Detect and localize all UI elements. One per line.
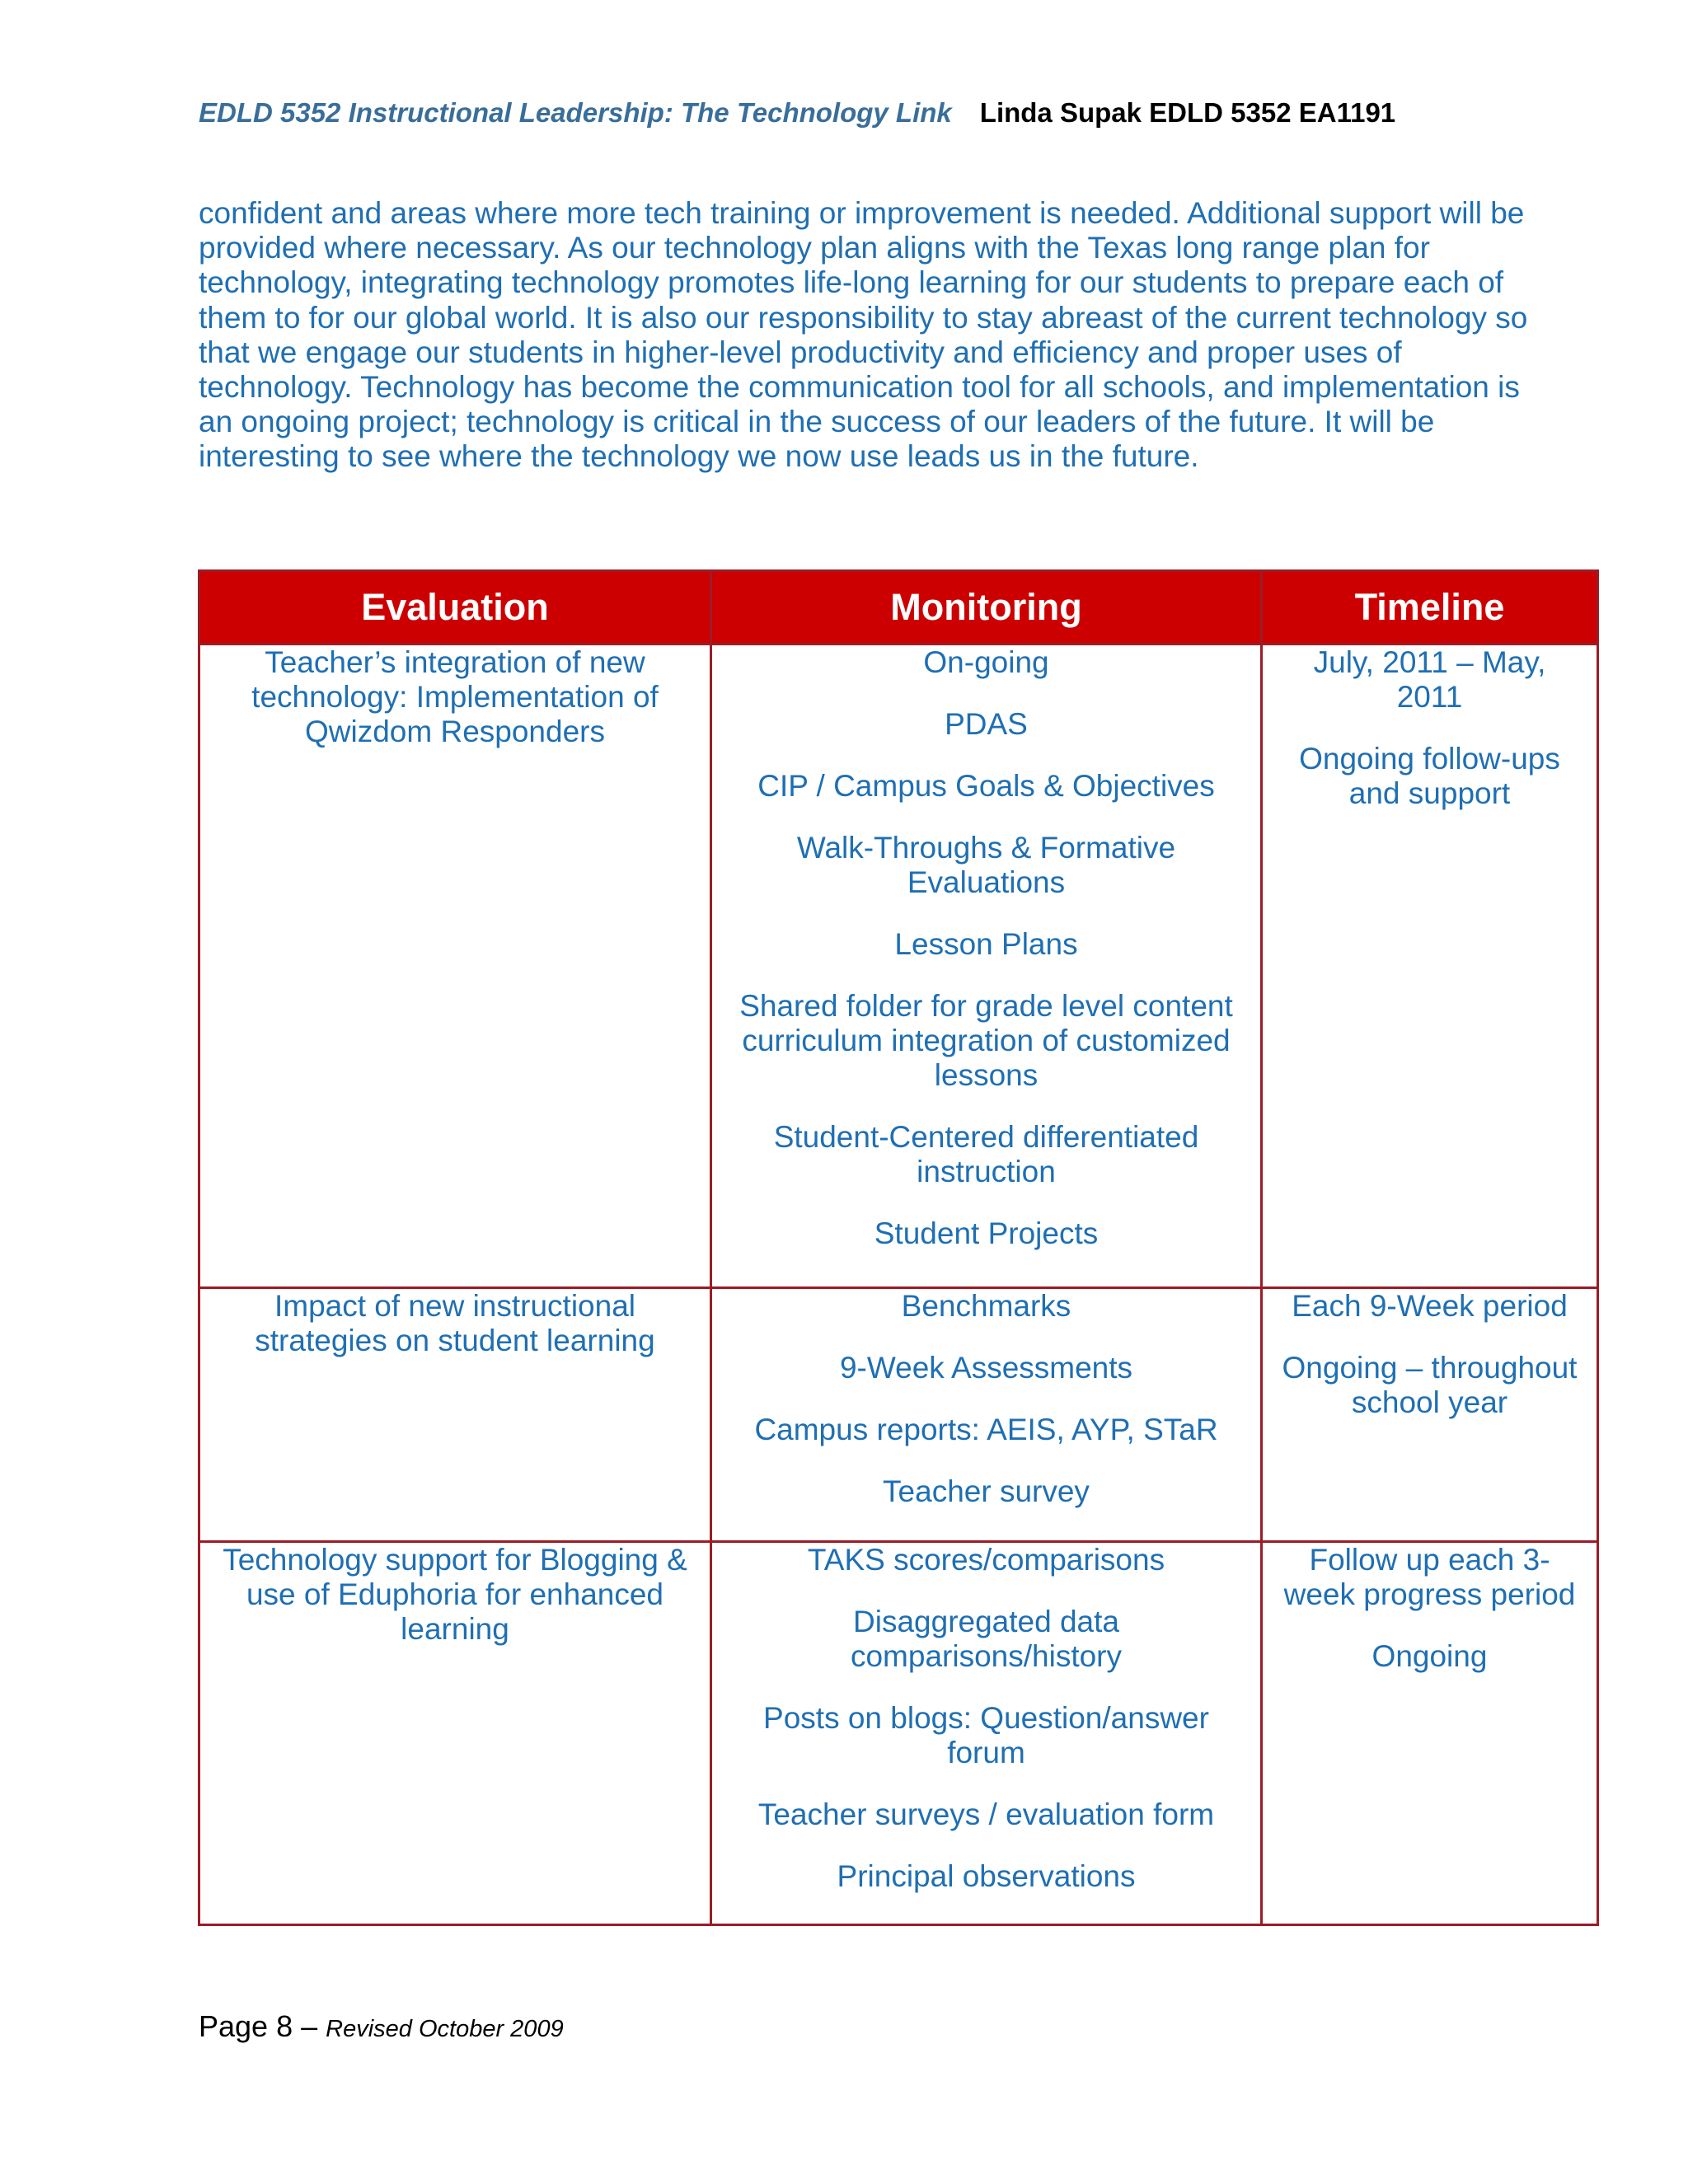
timeline-item: Ongoing – throughout school year	[1282, 1351, 1578, 1419]
intro-paragraph	[199, 196, 1534, 475]
monitoring-item: Student Projects	[874, 1216, 1099, 1250]
author-info: Linda Supak EDLD 5352 EA1191	[979, 97, 1396, 128]
monitoring-item: Principal observations	[837, 1859, 1136, 1893]
timeline-item: Follow up each 3-week progress period	[1283, 1543, 1576, 1611]
monitoring-item: Shared folder for grade level content curriculum integration of customized lessons	[739, 989, 1233, 1092]
monitoring-item: Teacher survey	[883, 1474, 1090, 1508]
monitoring-item: Lesson Plans	[894, 927, 1078, 961]
monitoring-item: Campus reports: AEIS, AYP, STaR	[754, 1413, 1218, 1446]
evaluation-text: Impact of new instructional strategies on student learning	[255, 1289, 655, 1357]
monitoring-cell	[711, 1288, 1262, 1542]
monitoring-item: 9-Week Assessments	[839, 1351, 1133, 1385]
timeline-item: Ongoing follow-ups and support	[1299, 742, 1560, 810]
timeline-item: Ongoing	[1372, 1639, 1488, 1673]
monitoring-cell	[711, 644, 1262, 1288]
timeline-item: July, 2011 – May, 2011	[1313, 645, 1546, 714]
table-row	[199, 1542, 1598, 1925]
page-footer	[199, 2009, 564, 2044]
monitoring-item: Disaggregated data comparisons/history	[850, 1605, 1122, 1673]
evaluation-table	[198, 569, 1599, 1926]
evaluation-cell	[199, 644, 711, 1288]
monitoring-item: Teacher surveys / evaluation form	[757, 1797, 1215, 1831]
timeline-item: Each 9-Week period	[1292, 1289, 1568, 1323]
monitoring-item: TAKS scores/comparisons	[807, 1543, 1165, 1577]
monitoring-item: Posts on blogs: Question/answer forum	[763, 1701, 1209, 1769]
monitoring-item: Student-Centered differentiated instruction	[773, 1120, 1199, 1188]
course-title: EDLD 5352 Instructional Leadership: The Technology Link	[199, 97, 952, 128]
table-header-row	[199, 571, 1598, 644]
monitoring-cell	[711, 1542, 1262, 1925]
timeline-cell	[1262, 1542, 1598, 1925]
revision-note: Revised October 2009	[326, 2016, 564, 2042]
page-number: Page 8 –	[199, 2009, 318, 2043]
header-monitoring: Monitoring	[711, 571, 1262, 644]
timeline-cell	[1262, 1288, 1598, 1542]
timeline-cell	[1262, 644, 1598, 1288]
table-row	[199, 1288, 1598, 1542]
monitoring-item: CIP / Campus Goals & Objectives	[757, 769, 1215, 803]
page-header	[199, 97, 1600, 129]
monitoring-item: PDAS	[945, 707, 1028, 741]
monitoring-item: Walk-Throughs & Formative Evaluations	[796, 831, 1176, 899]
evaluation-text: Technology support for Blogging & use of Eduphoria for enhanced learning	[223, 1543, 687, 1646]
monitoring-item: On-going	[923, 645, 1049, 679]
header-timeline: Timeline	[1262, 571, 1598, 644]
intro-text: confident and areas where more tech training or improvement is needed. Additional support will be provided where necessary. As our technology plan aligns with the Texas long range plan for technology, integrating technology promotes life-long learning for our students to prepare each of them to for our global world. It is also our responsibility to stay abreast of the current technology so that we engage our students in higher-level productivity and efficiency and proper uses of technology. Technology has become the communication tool for all schools, and implementation is an ongoing project; technology is critical in the success of our leaders of the future. It will be interesting to see where the technology we now use leads us in the future.	[199, 196, 1528, 474]
evaluation-text: Teacher’s integration of new technology: Implementation of Qwizdom Responders	[251, 645, 659, 748]
evaluation-cell	[199, 1288, 711, 1542]
header-evaluation: Evaluation	[199, 571, 711, 644]
table-row	[199, 644, 1598, 1288]
monitoring-item: Benchmarks	[901, 1289, 1071, 1323]
evaluation-cell	[199, 1542, 711, 1925]
